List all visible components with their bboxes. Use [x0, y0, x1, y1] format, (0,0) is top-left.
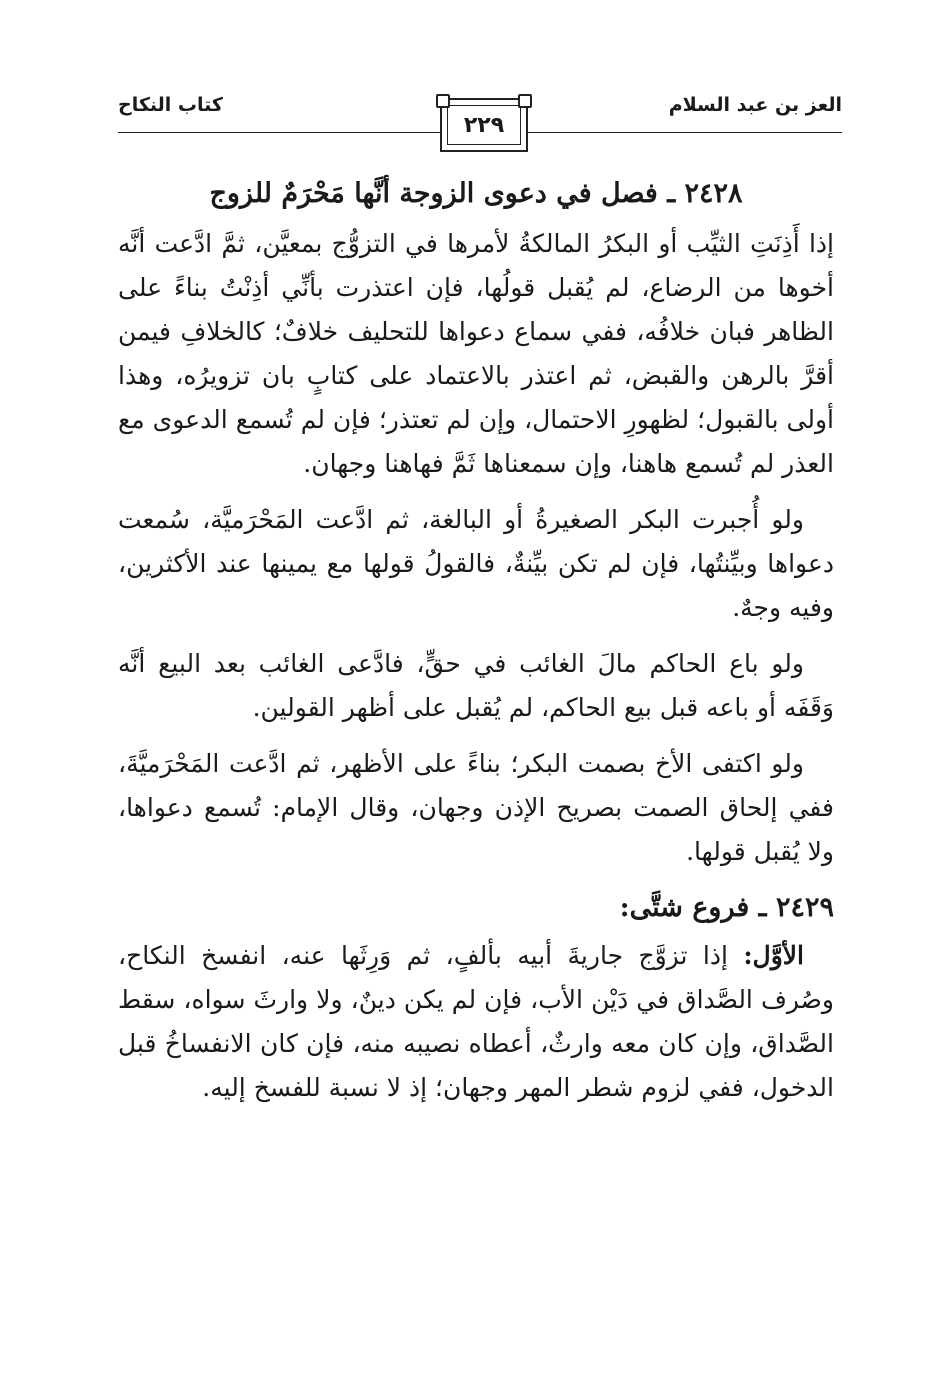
paragraph-3: ولو باع الحاكم مالَ الغائب في حقٍّ، فادَّعى الغائب بعد البيع أنَّه وَقَفَه أو باعه قبل بيع الحاكم، لم يُقبل على أظهر القولين.: [118, 649, 834, 722]
paragraph-2: ولو أُجبرت البكر الصغيرةُ أو البالغة، ثم ادَّعت المَحْرَميَّة، سُمعت دعواها وبيِّنتُها، فإن لم تكن بيِّنةٌ، فالقولُ قولها مع يمينها عند الأكثرين، وفيه وجهٌ.: [118, 505, 834, 622]
frame-ornament-left: [436, 94, 450, 108]
frame-ornament-right: [518, 94, 532, 108]
book-chapter-title: كتاب النكاح: [118, 94, 223, 116]
paragraph-5: [118, 934, 834, 1110]
paragraph-1: إذا أَذِنَتِ الثيِّب أو البكرُ المالكةُ لأمرها في التزوُّج بمعيَّن، ثمَّ ادَّعت أنَّه أخوها من الرضاع، لم يُقبل قولُها، فإن اعتذرت بأنِّي أذِنْتُ بناءً على الظاهر فبان خلافُه، ففي سماع دعواها للتحليف خلافٌ؛ كالخلافِ فيمن أقرَّ بالرهن والقبض، ثم اعتذر بالاعتماد على كتابٍ بان تزويرُه، وهذا أولى بالقبول؛ لظهورِ الاحتمال، وإن لم تعتذر؛ فإن لم تُسمع الدعوى مع العذر لم تُسمع هاهنا، وإن سمعناها ثَمَّ فهاهنا وجهان.: [118, 229, 834, 478]
item-text: إذا تزوَّج جاريةَ أبيه بألفٍ، ثم وَرِثَها عنه، انفسخ النكاح، وصُرف الصَّداق في دَيْن الأب، فإن لم يكن دينٌ، ولا وارثَ سواه، سقط الصَّداق، وإن كان معه وارثٌ، أعطاه نصيبه منه، فإن كان الانفساخُ قبل الدخول، ففي لزوم شطر المهر وجهان؛ إذ لا نسبة للفسخ إليه.: [118, 941, 834, 1102]
section-heading-2429: ٢٤٢٩ ـ فروع شتَّى:: [619, 892, 834, 923]
page-number: ٢٢٩: [463, 112, 505, 138]
author-name: العز بن عبد السلام: [668, 94, 842, 116]
paragraph-4: ولو اكتفى الأخ بصمت البكر؛ بناءً على الأظهر، ثم ادَّعت المَحْرَميَّةَ، ففي إلحاق الصمت بصريح الإذن وجهان، وقال الإمام: تُسمع دعواها، ولا يُقبل قولها.: [118, 749, 834, 866]
page-number-frame: [440, 98, 528, 152]
item-lead: الأوَّل:: [743, 941, 804, 970]
section-heading-2428: ٢٤٢٨ ـ فصل في دعوى الزوجة أنَّها مَحْرَمٌ للزوج: [209, 178, 743, 209]
body-text: [118, 172, 834, 1122]
